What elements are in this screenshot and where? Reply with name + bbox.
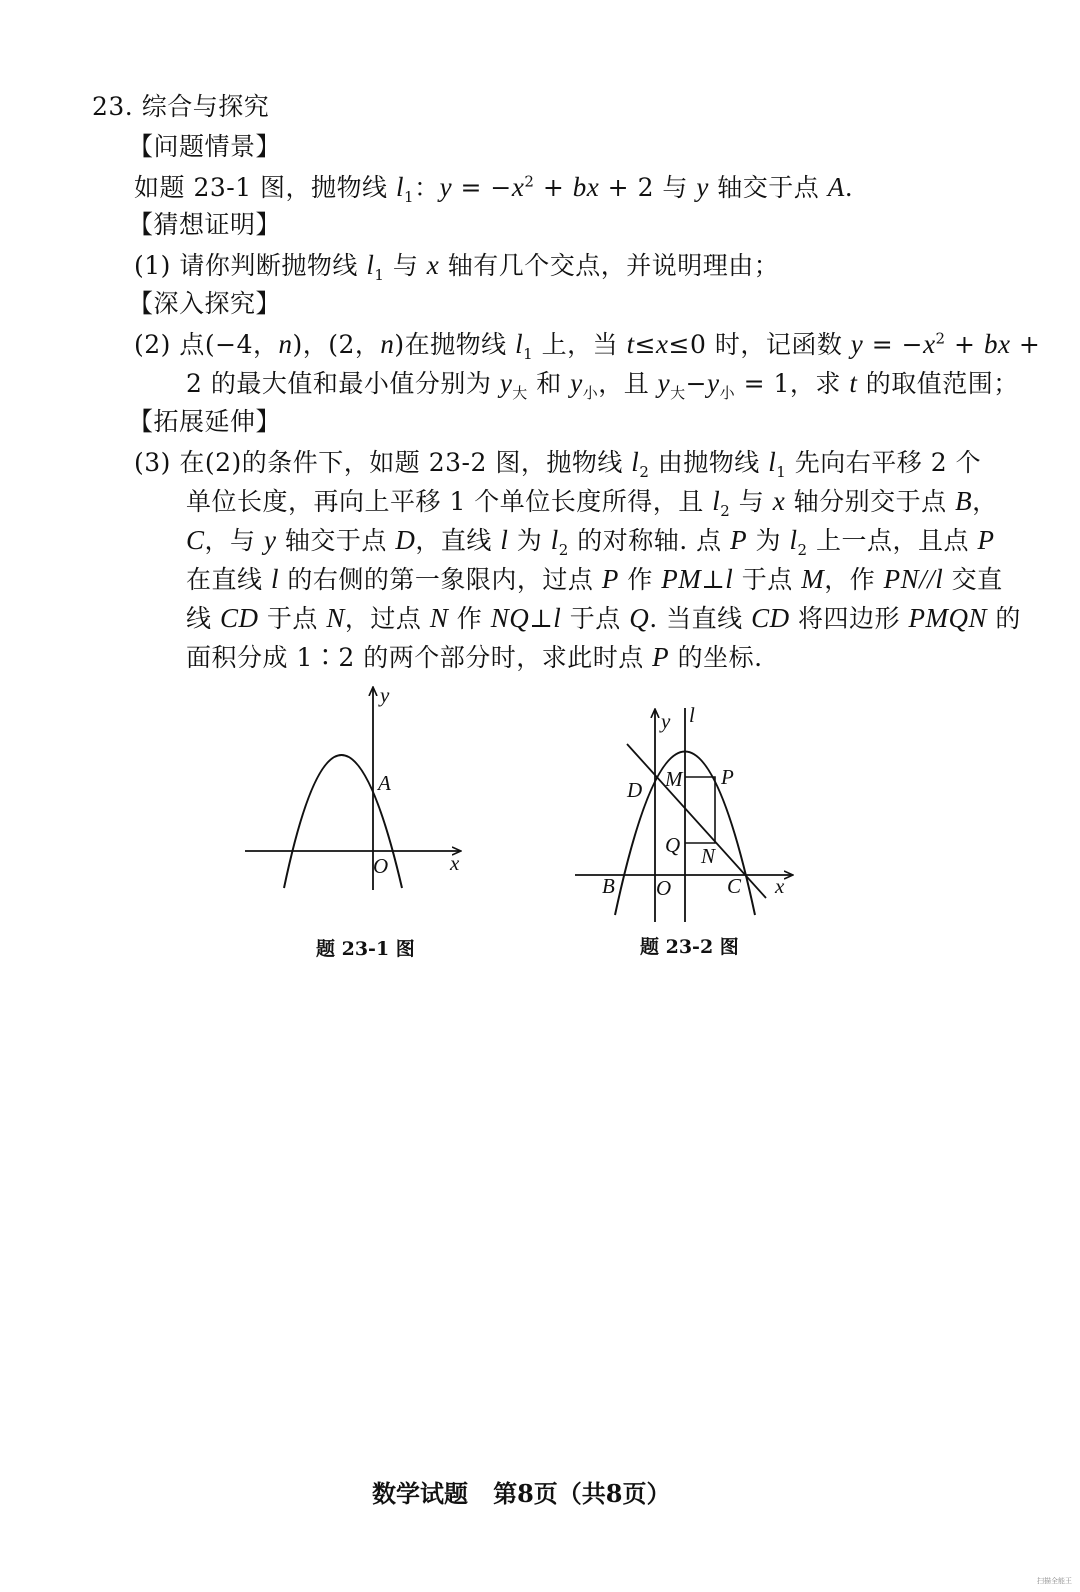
footer-subject: 数学试题 — [372, 1479, 468, 1508]
part-3-line-3: C，与 y 轴交于点 D，直线 l 为 $l_2$ 的对称轴. 点 P 为 $l_2$ 上一点，且点 P — [186, 525, 995, 559]
page-footer — [372, 1474, 670, 1509]
figure-23-2 — [570, 700, 810, 930]
section-situation: 【问题情景】 — [128, 132, 282, 161]
fig2-label-O: O — [656, 876, 672, 900]
section-extend: 【拓展延伸】 — [128, 407, 282, 436]
scanner-watermark: 扫描全能王 — [1037, 1577, 1072, 1585]
footer-page: 第8页（共8页） — [493, 1479, 671, 1508]
part-1: (1) 请你判断抛物线 $l_1$ 与 x 轴有几个交点，并说明理由； — [134, 250, 780, 284]
fig1-label-O: O — [373, 854, 389, 878]
part-2-line-1: (2) 点(−4，n)，(2，n)在抛物线 $l_1$ 上，当 t≤x≤0 时，记函数 $y = -x^2$ + bx + — [134, 329, 1041, 363]
problem-stem: 如题 23-1 图，抛物线 $l_1$：$y = -x^2$ + bx + 2 与 y 轴交于点 A. — [134, 172, 854, 206]
fig1-label-x: x — [450, 851, 460, 875]
question-number: 23. — [92, 92, 134, 121]
fig2-label-M: M — [665, 767, 683, 791]
fig2-label-y: y — [661, 709, 671, 733]
part-3-line-6: 面积分成 1∶2 的两个部分时，求此时点 P 的坐标. — [186, 642, 763, 672]
part-3-line-5: 线 CD 于点 N，过点 N 作 NQ⊥l 于点 Q. 当直线 CD 将四边形 PMQN 的 — [186, 603, 1021, 633]
section-conjecture: 【猜想证明】 — [128, 210, 282, 239]
part-3-line-1: (3) 在(2)的条件下，如题 23-2 图，抛物线 $l_2$ 由抛物线 $l_1$ 先向右平移 2 个 — [134, 447, 982, 481]
question-title: 综合与探究 — [141, 92, 270, 121]
fig1-label-A: A — [378, 771, 391, 795]
question-heading — [92, 90, 269, 124]
fig2-label-l: l — [689, 703, 695, 727]
figure-23-1 — [230, 680, 480, 920]
figure-23-2-caption: 题 23-2 图 — [640, 936, 739, 958]
part-3-line-2: 单位长度，再向上平移 1 个单位长度所得，且 $l_2$ 与 x 轴分别交于点 B， — [186, 486, 998, 520]
fig2-label-N: N — [701, 844, 716, 868]
fig2-label-D: D — [627, 778, 643, 802]
figure-23-1-caption: 题 23-1 图 — [316, 938, 415, 960]
part-2-line-2: 2 的最大值和最小值分别为 $y_大$ 和 $y_小$，且 $y_大-y_小 = 1$，求 t 的取值范围； — [186, 368, 1019, 402]
part-3-line-4: 在直线 l 的右侧的第一象限内，过点 P 作 PM⊥l 于点 M，作 PN//l 交直 — [186, 564, 1003, 594]
fig2-label-x: x — [775, 874, 785, 898]
fig2-label-P: P — [721, 765, 734, 789]
fig2-label-C: C — [727, 874, 742, 898]
fig1-label-y: y — [380, 683, 390, 707]
fig2-label-Q: Q — [665, 833, 681, 857]
quadrilateral-PMQN — [685, 777, 715, 843]
fig2-label-B: B — [602, 874, 615, 898]
section-explore: 【深入探究】 — [128, 289, 282, 318]
